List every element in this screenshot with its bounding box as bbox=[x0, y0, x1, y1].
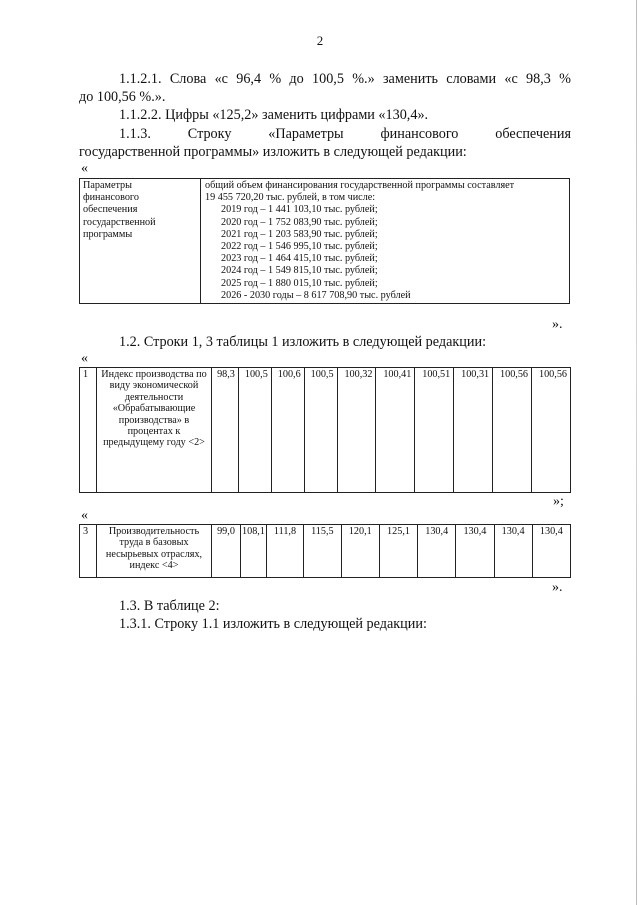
financing-year-line: 2019 год – 1 441 103,10 тыс. рублей; bbox=[221, 204, 378, 216]
value-cell: 100,5 bbox=[304, 368, 337, 493]
value-cell: 115,5 bbox=[304, 525, 342, 578]
value-cell: 100,31 bbox=[454, 368, 493, 493]
page-edge-line bbox=[636, 0, 637, 905]
value-cell: 100,56 bbox=[493, 368, 532, 493]
value-cell: 100,51 bbox=[415, 368, 454, 493]
value-cell: 130,4 bbox=[456, 525, 494, 578]
value-cell: 111,8 bbox=[266, 525, 303, 578]
page-number: 2 bbox=[316, 33, 324, 48]
financing-year-line: 2022 год – 1 546 995,10 тыс. рублей; bbox=[221, 241, 378, 253]
indicator-name-cell: Производительность труда в базовых несырьевых отраслях, индекс <4> bbox=[97, 525, 212, 578]
value-cell: 100,5 bbox=[238, 368, 271, 493]
table1-row3 bbox=[79, 524, 571, 578]
financing-parameters-table bbox=[79, 178, 570, 304]
financing-year-line: 2023 год – 1 464 415,10 тыс. рублей; bbox=[221, 253, 378, 265]
paragraph-1-1-2-1: 1.1.2.1. Слова «с 96,4 % до 100,5 %.» заменить словами «с 98,3 % bbox=[119, 71, 571, 87]
financing-year-line: 2021 год – 1 203 583,90 тыс. рублей; bbox=[221, 228, 378, 240]
financing-label-line: финансового bbox=[83, 192, 139, 204]
value-cell: 100,6 bbox=[271, 368, 304, 493]
paragraph-1-2: 1.2. Строки 1, 3 таблицы 1 изложить в следующей редакции: bbox=[119, 334, 487, 350]
financing-line: 19 455 720,20 тыс. рублей, в том числе: bbox=[205, 192, 376, 204]
value-cell: 99,0 bbox=[212, 525, 241, 578]
quote-close-fin: ». bbox=[552, 317, 563, 332]
quote-open-fin: « bbox=[81, 161, 88, 176]
value-cell: 130,4 bbox=[418, 525, 456, 578]
financing-content-cell bbox=[201, 179, 570, 304]
value-cell: 120,1 bbox=[341, 525, 379, 578]
value-cell: 98,3 bbox=[212, 368, 239, 493]
value-cell: 130,4 bbox=[494, 525, 532, 578]
financing-label-line: Параметры bbox=[83, 180, 132, 191]
financing-line: общий объем финансирования государственной программы составляет bbox=[205, 180, 515, 191]
paragraph-1-1-2-2: 1.1.2.2. Цифры «125,2» заменить цифрами «130,4». bbox=[119, 107, 429, 123]
financing-year-line: 2026 - 2030 годы – 8 617 708,90 тыс. рублей bbox=[221, 289, 411, 301]
financing-year-line: 2025 год – 1 880 015,10 тыс. рублей; bbox=[221, 277, 378, 289]
paragraph-1-1-2-1-cont: до 100,56 %.». bbox=[79, 89, 166, 105]
indicator-name-cell: Индекс производства по виду экономической деятельности «Обрабатывающие производства» в процентах к предыдущему году <2> bbox=[97, 368, 212, 493]
row-number-cell: 1 bbox=[80, 368, 97, 493]
financing-label-line: программы bbox=[83, 228, 133, 240]
value-cell: 125,1 bbox=[379, 525, 417, 578]
financing-year-line: 2020 год – 1 752 083,90 тыс. рублей; bbox=[221, 216, 378, 228]
financing-year-line: 2024 год – 1 549 815,10 тыс. рублей; bbox=[221, 265, 378, 277]
row-number-cell: 3 bbox=[80, 525, 97, 578]
quote-close-row3: ». bbox=[552, 580, 563, 595]
value-cell: 100,41 bbox=[376, 368, 415, 493]
value-cell: 100,56 bbox=[532, 368, 571, 493]
value-cell: 108,1 bbox=[241, 525, 267, 578]
value-cell: 100,32 bbox=[337, 368, 376, 493]
financing-label-cell bbox=[80, 179, 201, 304]
quote-open-row1: « bbox=[81, 351, 88, 366]
value-cell: 130,4 bbox=[532, 525, 570, 578]
quote-close-row1: »; bbox=[553, 494, 564, 509]
paragraph-1-3: 1.3. В таблице 2: bbox=[119, 598, 220, 614]
quote-open-row3: « bbox=[81, 508, 88, 523]
paragraph-1-1-3: 1.1.3. Строку «Параметры финансового обеспечения bbox=[119, 126, 571, 142]
paragraph-1-1-3-cont: государственной программы» изложить в следующей редакции: bbox=[79, 144, 467, 160]
paragraph-1-3-1: 1.3.1. Строку 1.1 изложить в следующей редакции: bbox=[119, 616, 427, 632]
financing-label-line: обеспечения bbox=[83, 204, 138, 216]
financing-label-line: государственной bbox=[83, 216, 156, 228]
table1-row1 bbox=[79, 367, 571, 493]
